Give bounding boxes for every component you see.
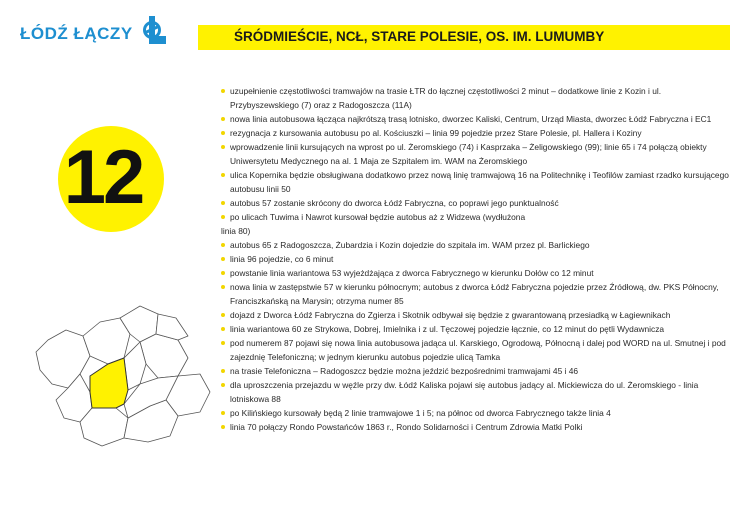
list-item: linia 70 połączy Rondo Powstańców 1863 r., Rondo Solidarności i Centrum Zdrowia Matki Polki <box>221 420 731 434</box>
list-item-continuation: linia 80) <box>221 226 251 236</box>
list-item: pod numerem 87 pojawi się nowa linia autobusowa jadąca ul. Karskiego, Ogrodową, Północną i dalej pod WORD na ul. Smutnej i pod zajezdnię Telefoniczną; w jednym kierunku autobus pojedzie ulicą Tamka <box>221 336 731 364</box>
brand-logo-text: ŁÓDŹ ŁĄCZY <box>20 24 133 43</box>
list-item: linia wariantowa 60 ze Strykowa, Dobrej, Imielnika i z ul. Tęczowej pojedzie łącznie, co 12 minut do pętli Wydawnicza <box>221 322 731 336</box>
list-item: ulica Kopernika będzie obsługiwana dodatkowo przez nową linię tramwajową 16 na Politechnikę i Teofilów zamiast rzadko kursującego autobusu linii 50 <box>221 168 731 196</box>
list-item: na trasie Telefoniczna – Radogoszcz będzie można jeździć bezpośrednimi tramwajami 45 i 46 <box>221 364 731 378</box>
list-item: uzupełnienie częstotliwości tramwajów na trasie ŁTR do łącznej częstotliwości 2 minut – dodatkowe linie z Kozin i ul. Przybyszewskiego (7) oraz z Radogoszcza (11A) <box>221 84 731 112</box>
list-item: dojazd z Dworca Łódź Fabryczna do Zgierza i Skotnik odbywał się będzie z gwarantowaną przesiadką w Łagiewnikach <box>221 308 731 322</box>
changes-list <box>221 84 731 434</box>
list-item: autobus 57 zostanie skrócony do dworca Łódź Fabryczna, co poprawi jego punktualność <box>221 196 731 210</box>
lodz-logo-mark-icon <box>136 14 170 50</box>
list-item: powstanie linia wariantowa 53 wyjeżdżająca z dworca Fabrycznego w kierunku Dołów co 12 minut <box>221 266 731 280</box>
list-item: linia 96 pojedzie, co 6 minut <box>221 252 731 266</box>
list-item: wprowadzenie linii kursujących na wprost po ul. Żeromskiego (74) i Kasprzaka – Żeligowskiego (99); linie 65 i 74 połączą obiekty Uniwersytetu Medycznego na al. 1 Maja ze Szpitalem im. WAM na Żeromskiego <box>221 140 731 168</box>
list-item: autobus 65 z Radogoszcza, Żubardzia i Kozin dojedzie do szpitala im. WAM przez pl. Barlickiego <box>221 238 731 252</box>
list-item: dla uproszczenia przejazdu w węźle przy dw. Łódź Kaliska pojawi się autobus jadący al. Mickiewicza do ul. Żeromskiego - linia lotniskowa 88 <box>221 378 731 406</box>
list-item: po Kilińskiego kursowały będą 2 linie tramwajowe 1 i 5; na północ od dworca Fabrycznego także linia 4 <box>221 406 731 420</box>
list-item: po ulicach Tuwima i Nawrot kursował będzie autobus aż z Widzewa (wydłużona <box>221 210 731 224</box>
list-item: nowa linia autobusowa łącząca najkrótszą trasą lotnisko, dworzec Kaliski, Centrum, Urząd Miasta, dworzec Łódź Fabryczna i EC1 <box>221 112 731 126</box>
district-number: 12 <box>63 135 143 220</box>
header-title-bar <box>198 25 730 50</box>
page-title: ŚRÓDMIEŚCIE, NCŁ, STARE POLESIE, OS. IM. LUMUMBY <box>234 29 605 44</box>
district-map-icon <box>28 300 218 460</box>
list-item: rezygnacja z kursowania autobusu po al. Kościuszki – linia 99 pojedzie przez Stare Polesie, pl. Hallera i Koziny <box>221 126 731 140</box>
list-item: nowa linia w zastępstwie 57 w kierunku północnym; autobus z dworca Łódź Fabryczna pojedzie przez Źródłową, dw. PKS Północny, Franciszkańską na Marysin; otrzyma numer 85 <box>221 280 731 308</box>
